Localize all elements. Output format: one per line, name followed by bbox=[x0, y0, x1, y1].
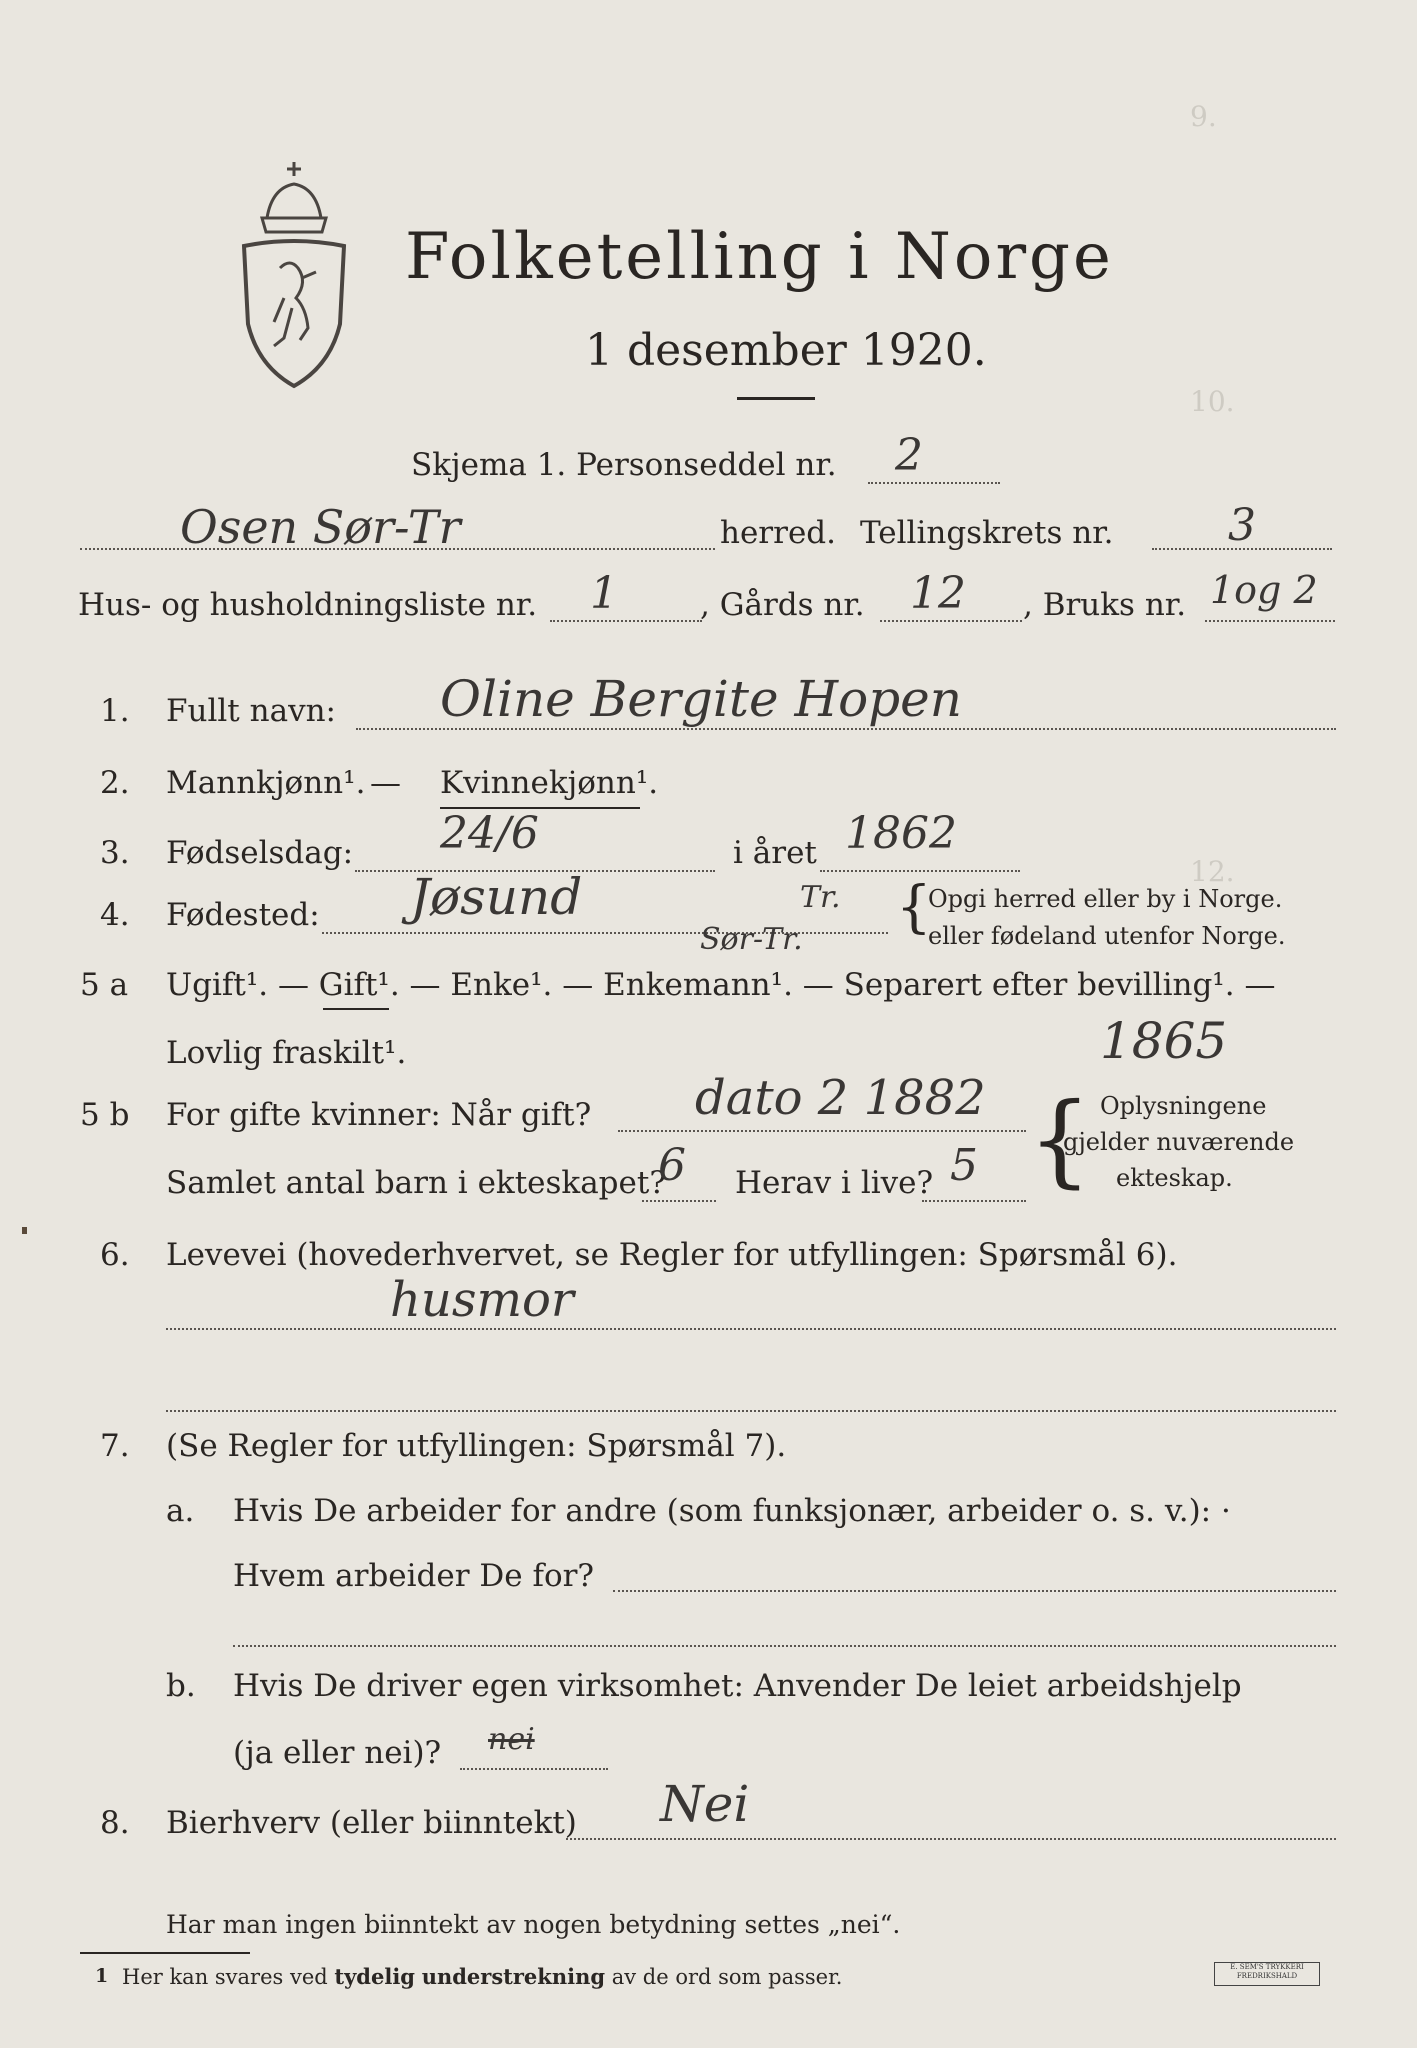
q7b-answer-line bbox=[460, 1768, 608, 1770]
herred-label: herred. bbox=[720, 515, 836, 551]
printer-mark: E. SEM'S TRYKKERI FREDRIKSHALD bbox=[1214, 1962, 1320, 1986]
gards-value[interactable]: 12 bbox=[910, 568, 966, 619]
schema-label: Skjema 1. Personseddel nr. bbox=[411, 447, 837, 483]
footnote-text bbox=[122, 1964, 842, 1989]
q4-birthplace-extra[interactable]: Sør-Tr. bbox=[700, 922, 803, 957]
q8-line bbox=[566, 1838, 1336, 1840]
q8-label: Bierhverv (eller biinntekt) bbox=[166, 1805, 577, 1841]
q4-note-2: eller fødeland utenfor Norge. bbox=[928, 922, 1286, 950]
q6-line-2 bbox=[166, 1410, 1336, 1412]
q1-full-name[interactable]: Oline Bergite Hopen bbox=[440, 670, 962, 728]
q7a-answer-line-2[interactable] bbox=[233, 1645, 1336, 1647]
q5b-label-3: Herav i live? bbox=[735, 1165, 934, 1201]
q1-line bbox=[356, 728, 1336, 730]
q4-brace: { bbox=[896, 875, 932, 940]
q2-female-option[interactable]: Kvinnekjønn¹. bbox=[440, 765, 659, 801]
gards-label: , Gårds nr. bbox=[700, 587, 865, 623]
q5b-note-2: gjelder nuværende bbox=[1063, 1128, 1295, 1156]
footnote-number: 1 bbox=[95, 1965, 109, 1987]
q3-label: Fødselsdag: bbox=[166, 835, 354, 871]
footnote-bold-2: understrekning bbox=[421, 1964, 606, 1989]
q5b-line-1 bbox=[618, 1130, 1026, 1132]
q5b-married-date[interactable]: dato 2 1882 bbox=[695, 1070, 986, 1126]
q8-number: 8. bbox=[100, 1805, 130, 1841]
title-divider bbox=[737, 397, 815, 400]
q5b-brace: { bbox=[1028, 1081, 1092, 1198]
q5b-line-3 bbox=[922, 1200, 1026, 1202]
q7a-line-2: Hvem arbeider De for? bbox=[233, 1558, 595, 1594]
q2-number: 2. bbox=[100, 765, 130, 801]
q7b-line-2: (ja eller nei)? bbox=[233, 1735, 442, 1771]
household-list-value[interactable]: 1 bbox=[590, 568, 618, 619]
q4-label: Fødested: bbox=[166, 897, 320, 933]
q7a-answer-line-1[interactable] bbox=[613, 1590, 1336, 1592]
schema-value[interactable]: 2 bbox=[895, 430, 923, 481]
q5b-line-2 bbox=[642, 1200, 716, 1202]
footer-note: Har man ingen biinntekt av nogen betydning settes „nei“. bbox=[166, 1910, 901, 1939]
q3-number: 3. bbox=[100, 835, 130, 871]
gards-line bbox=[880, 620, 1022, 622]
q6-label: Levevei (hovederhvervet, se Regler for utfyllingen: Spørsmål 6). bbox=[166, 1237, 1178, 1273]
q4-line bbox=[322, 932, 888, 934]
footnote-post: av de ord som passer. bbox=[611, 1965, 843, 1989]
household-list-label: Hus- og husholdningsliste nr. bbox=[78, 587, 538, 623]
tellingskrets-value[interactable]: 3 bbox=[1228, 500, 1256, 551]
bruks-label: , Bruks nr. bbox=[1023, 587, 1187, 623]
q7a-line-1: Hvis De arbeider for andre (som funksjonær, arbeider o. s. v.): · bbox=[233, 1493, 1231, 1529]
q6-number: 6. bbox=[100, 1237, 130, 1273]
tellingskrets-label: Tellingskrets nr. bbox=[860, 515, 1114, 551]
q3-year-label: i året bbox=[733, 835, 817, 871]
q4-number: 4. bbox=[100, 897, 130, 933]
q5b-number: 5 b bbox=[80, 1097, 130, 1133]
q5a-margin-value[interactable]: 1865 bbox=[1100, 1012, 1228, 1070]
q4-birthplace-suffix[interactable]: Tr. bbox=[800, 880, 841, 915]
bruks-value[interactable]: 1og 2 bbox=[1210, 568, 1318, 612]
q2-male-option[interactable]: Mannkjønn¹. bbox=[166, 765, 366, 801]
footnote-bold-1: tydelig bbox=[334, 1964, 415, 1989]
margin-spot bbox=[22, 1227, 27, 1234]
q5b-label-1: For gifte kvinner: Når gift? bbox=[166, 1097, 592, 1133]
q5b-note-3: ekteskap. bbox=[1116, 1164, 1233, 1192]
q7a-letter: a. bbox=[166, 1493, 195, 1529]
q7b-answer[interactable]: nei bbox=[488, 1722, 535, 1757]
form-date: 1 desember 1920. bbox=[585, 325, 987, 376]
q5a-line-2[interactable]: Lovlig fraskilt¹. bbox=[166, 1035, 407, 1071]
q6-line-1 bbox=[166, 1328, 1336, 1330]
q5b-children-total[interactable]: 6 bbox=[658, 1140, 686, 1191]
q6-occupation[interactable]: husmor bbox=[390, 1272, 574, 1328]
schema-line bbox=[868, 482, 1000, 484]
bleed-through-text: 10. bbox=[1190, 385, 1235, 418]
bruks-line bbox=[1205, 620, 1335, 622]
household-list-line bbox=[550, 620, 702, 622]
herred-value[interactable]: Osen Sør-Tr bbox=[180, 500, 461, 554]
q4-birthplace[interactable]: Jøsund bbox=[410, 868, 583, 926]
q3-year-line bbox=[820, 870, 1020, 872]
q5b-note-1: Oplysningene bbox=[1100, 1092, 1267, 1120]
q5a-gift-underline bbox=[323, 1008, 389, 1010]
q5b-label-2: Samlet antal barn i ekteskapet? bbox=[166, 1165, 666, 1201]
q7-label: (Se Regler for utfyllingen: Spørsmål 7). bbox=[166, 1428, 787, 1464]
q5a-line-1[interactable]: Ugift¹. — Gift¹. — Enke¹. — Enkemann¹. — Separert efter bevilling¹. — bbox=[166, 967, 1276, 1003]
q5b-children-alive[interactable]: 5 bbox=[950, 1140, 978, 1191]
footnote-pre: Her kan svares ved bbox=[122, 1965, 328, 1989]
coat-of-arms-icon bbox=[232, 158, 356, 398]
q1-number: 1. bbox=[100, 693, 130, 729]
q3-birth-year[interactable]: 1862 bbox=[845, 808, 957, 859]
q4-note-1: Opgi herred eller by i Norge. bbox=[928, 885, 1283, 913]
footnote-rule bbox=[80, 1952, 250, 1954]
q8-value[interactable]: Nei bbox=[660, 1775, 750, 1833]
bleed-through-text: 12. bbox=[1190, 855, 1235, 888]
q1-label: Fullt navn: bbox=[166, 693, 336, 729]
q5a-number: 5 a bbox=[80, 967, 129, 1003]
q3-birthday[interactable]: 24/6 bbox=[440, 808, 539, 859]
q7b-letter: b. bbox=[166, 1668, 196, 1704]
q7-number: 7. bbox=[100, 1428, 130, 1464]
q7b-line-1: Hvis De driver egen virksomhet: Anvender De leiet arbeidshjelp bbox=[233, 1668, 1242, 1704]
form-title: Folketelling i Norge bbox=[405, 220, 1114, 294]
q2-separator: — bbox=[370, 765, 401, 801]
bleed-through-text: 9. bbox=[1190, 100, 1217, 133]
